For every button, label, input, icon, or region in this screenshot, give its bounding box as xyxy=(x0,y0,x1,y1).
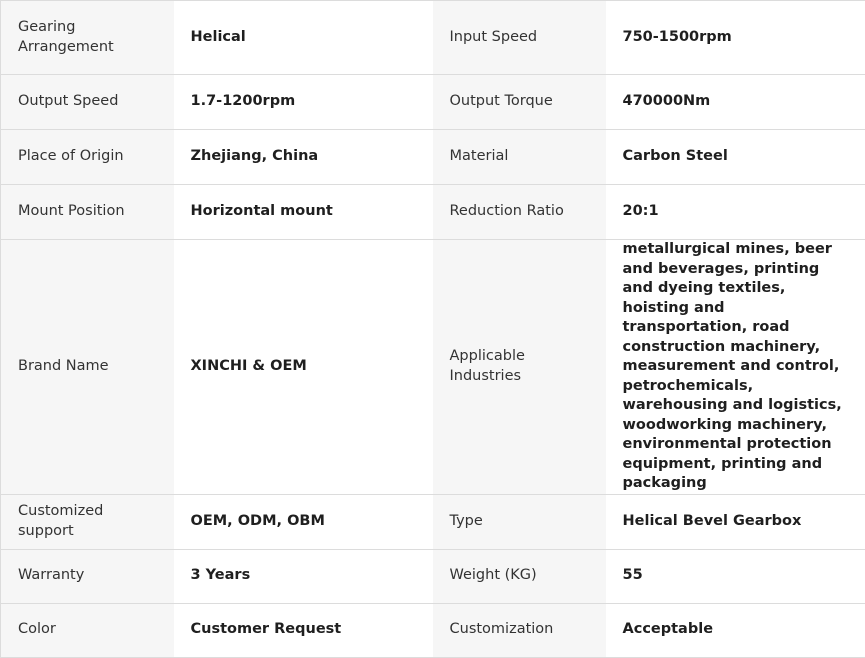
spec-value: 470000Nm xyxy=(606,75,865,130)
spec-value: 3 Years xyxy=(174,549,433,603)
table-row xyxy=(1,494,865,549)
spec-value: Acceptable xyxy=(606,603,865,657)
spec-label: Material xyxy=(433,130,606,185)
spec-label: Brand Name xyxy=(1,240,174,495)
spec-value: 20:1 xyxy=(606,185,865,240)
spec-value: Helical xyxy=(174,1,433,75)
spec-value: 55 xyxy=(606,549,865,603)
table-row xyxy=(1,185,865,240)
spec-value: Zhejiang, China xyxy=(174,130,433,185)
table-row xyxy=(1,603,865,657)
spec-label: Input Speed xyxy=(433,1,606,75)
spec-label: Weight (KG) xyxy=(433,549,606,603)
spec-value: XINCHI & OEM xyxy=(174,240,433,495)
spec-value: OEM, ODM, OBM xyxy=(174,494,433,549)
spec-label: Applicable Industries xyxy=(433,240,606,495)
spec-label: Mount Position xyxy=(1,185,174,240)
spec-label: Gearing Arrangement xyxy=(1,1,174,75)
spec-label: Customization xyxy=(433,603,606,657)
spec-label: Output Torque xyxy=(433,75,606,130)
table-row xyxy=(1,75,865,130)
spec-value: 750-1500rpm xyxy=(606,1,865,75)
spec-label: Color xyxy=(1,603,174,657)
spec-value: Helical Bevel Gearbox xyxy=(606,494,865,549)
spec-value: Horizontal mount xyxy=(174,185,433,240)
spec-label: Warranty xyxy=(1,549,174,603)
table-row xyxy=(1,1,865,75)
spec-value: Customer Request xyxy=(174,603,433,657)
spec-value: 1.7-1200rpm xyxy=(174,75,433,130)
spec-label: Type xyxy=(433,494,606,549)
spec-label: Output Speed xyxy=(1,75,174,130)
spec-label: Reduction Ratio xyxy=(433,185,606,240)
spec-value: metallurgical mines, beer and beverages, printing and dyeing textiles, hoisting and transportation, road construction machinery, measurement and control, petrochemicals, warehousing and logistics, woodworking machinery, environmental protection equipment, printing and packaging xyxy=(606,240,865,495)
spec-value: Carbon Steel xyxy=(606,130,865,185)
spec-label: Place of Origin xyxy=(1,130,174,185)
table-row xyxy=(1,130,865,185)
table-row xyxy=(1,549,865,603)
spec-label: Customized support xyxy=(1,494,174,549)
table-row xyxy=(1,240,865,495)
